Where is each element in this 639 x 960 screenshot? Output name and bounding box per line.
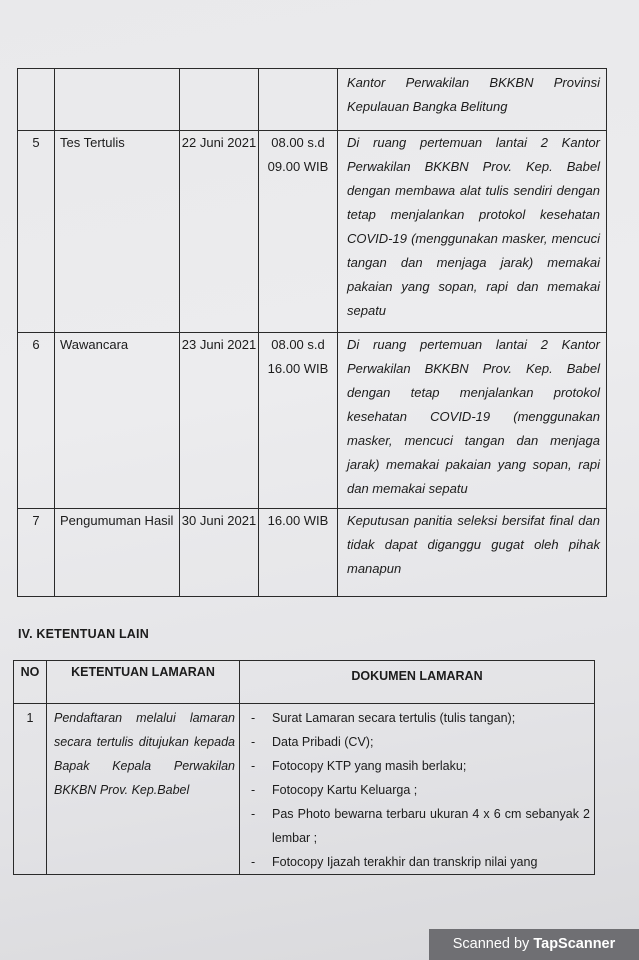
- document-item: [240, 754, 590, 778]
- header-ketentuan: KETENTUAN LAMARAN: [47, 661, 240, 704]
- dash-bullet: -: [251, 711, 256, 725]
- ketentuan-table: [13, 660, 595, 875]
- document-text: Fotocopy Kartu Keluarga ;: [272, 783, 418, 797]
- dash-bullet: -: [251, 855, 256, 869]
- document-item: [240, 802, 590, 850]
- dash-bullet: -: [251, 807, 256, 821]
- document-item: [240, 730, 590, 754]
- document-text: Surat Lamaran secara tertulis (tulis tangan);: [272, 711, 516, 725]
- header-dokumen: DOKUMEN LAMARAN: [240, 661, 595, 704]
- tempat-cell: Di ruang pertemuan lantai 2 Kantor Perwakilan BKKBN Prov. Kep. Babel dengan membawa alat tulis sendiri dengan tetap menjalankan protokol kesehatan COVID-19 (menggunakan masker, mencuci tangan dan menjaga jarak) memakai pakaian yang sopan, rapi dan memakai sepatu: [338, 131, 607, 333]
- no-cell: [18, 69, 55, 131]
- kegiatan-cell: Wawancara: [55, 333, 180, 509]
- kegiatan-cell: [55, 69, 180, 131]
- document-list: [240, 706, 590, 874]
- tanggal-cell: 30 Juni 2021: [180, 509, 259, 597]
- tempat-cell: Di ruang pertemuan lantai 2 Kantor Perwakilan BKKBN Prov. Kep. Babel dengan tetap menjalankan protokol kesehatan COVID-19 (menggunakan masker, mencuci tangan dan menjaga jarak) memakai pakaian yang sopan, rapi dan memakai sepatu: [338, 333, 607, 509]
- kegiatan-cell: Pengumuman Hasil: [55, 509, 180, 597]
- tanggal-cell: 22 Juni 2021: [180, 131, 259, 333]
- waktu-cell: 16.00 WIB: [259, 509, 338, 597]
- waktu-cell: [259, 69, 338, 131]
- row-number: 5: [18, 131, 55, 333]
- kegiatan-cell: Tes Tertulis: [55, 131, 180, 333]
- watermark-prefix: Scanned by: [452, 936, 534, 952]
- ketentuan-text: Pendaftaran melalui lamaran secara tertulis ditujukan kepada Bapak Kepala Perwakilan BKKBN Prov. Kep.Babel: [47, 704, 240, 875]
- document-text: Data Pribadi (CV);: [272, 735, 374, 749]
- schedule-row: [18, 131, 607, 333]
- tanggal-cell: 23 Juni 2021: [180, 333, 259, 509]
- schedule-row: [18, 333, 607, 509]
- schedule-continuation-row: [18, 69, 607, 131]
- header-no: NO: [14, 661, 47, 704]
- schedule-table: [17, 68, 607, 597]
- watermark-brand: TapScanner: [533, 936, 616, 952]
- tempat-cell: Kantor Perwakilan BKKBN Provinsi Kepulauan Bangka Belitung: [338, 69, 607, 131]
- row-number: 1: [14, 704, 47, 875]
- document-text: Pas Photo bewarna terbaru ukuran 4 x 6 cm sebanyak 2 lembar ;: [272, 807, 590, 845]
- tempat-cell: Keputusan panitia seleksi bersifat final dan tidak dapat diganggu gugat oleh pihak manapun: [338, 509, 607, 597]
- document-item: [240, 778, 590, 802]
- section-title: IV. KETENTUAN LAIN: [18, 627, 149, 641]
- row-number: 7: [18, 509, 55, 597]
- waktu-cell: 08.00 s.d 16.00 WIB: [259, 333, 338, 509]
- waktu-cell: 08.00 s.d 09.00 WIB: [259, 131, 338, 333]
- document-text: Fotocopy KTP yang masih berlaku;: [272, 759, 467, 773]
- document-text: Fotocopy Ijazah terakhir dan transkrip nilai yang: [272, 855, 538, 869]
- ketentuan-header-row: [14, 661, 595, 704]
- dash-bullet: -: [251, 783, 256, 797]
- tanggal-cell: [180, 69, 259, 131]
- document-item: [240, 706, 590, 730]
- schedule-row: [18, 509, 607, 597]
- ketentuan-row: [14, 704, 595, 875]
- scanner-watermark: [429, 929, 639, 960]
- dash-bullet: -: [251, 735, 256, 749]
- document-item: [240, 850, 590, 874]
- row-number: 6: [18, 333, 55, 509]
- dash-bullet: -: [251, 759, 256, 773]
- dokumen-cell: [240, 704, 595, 875]
